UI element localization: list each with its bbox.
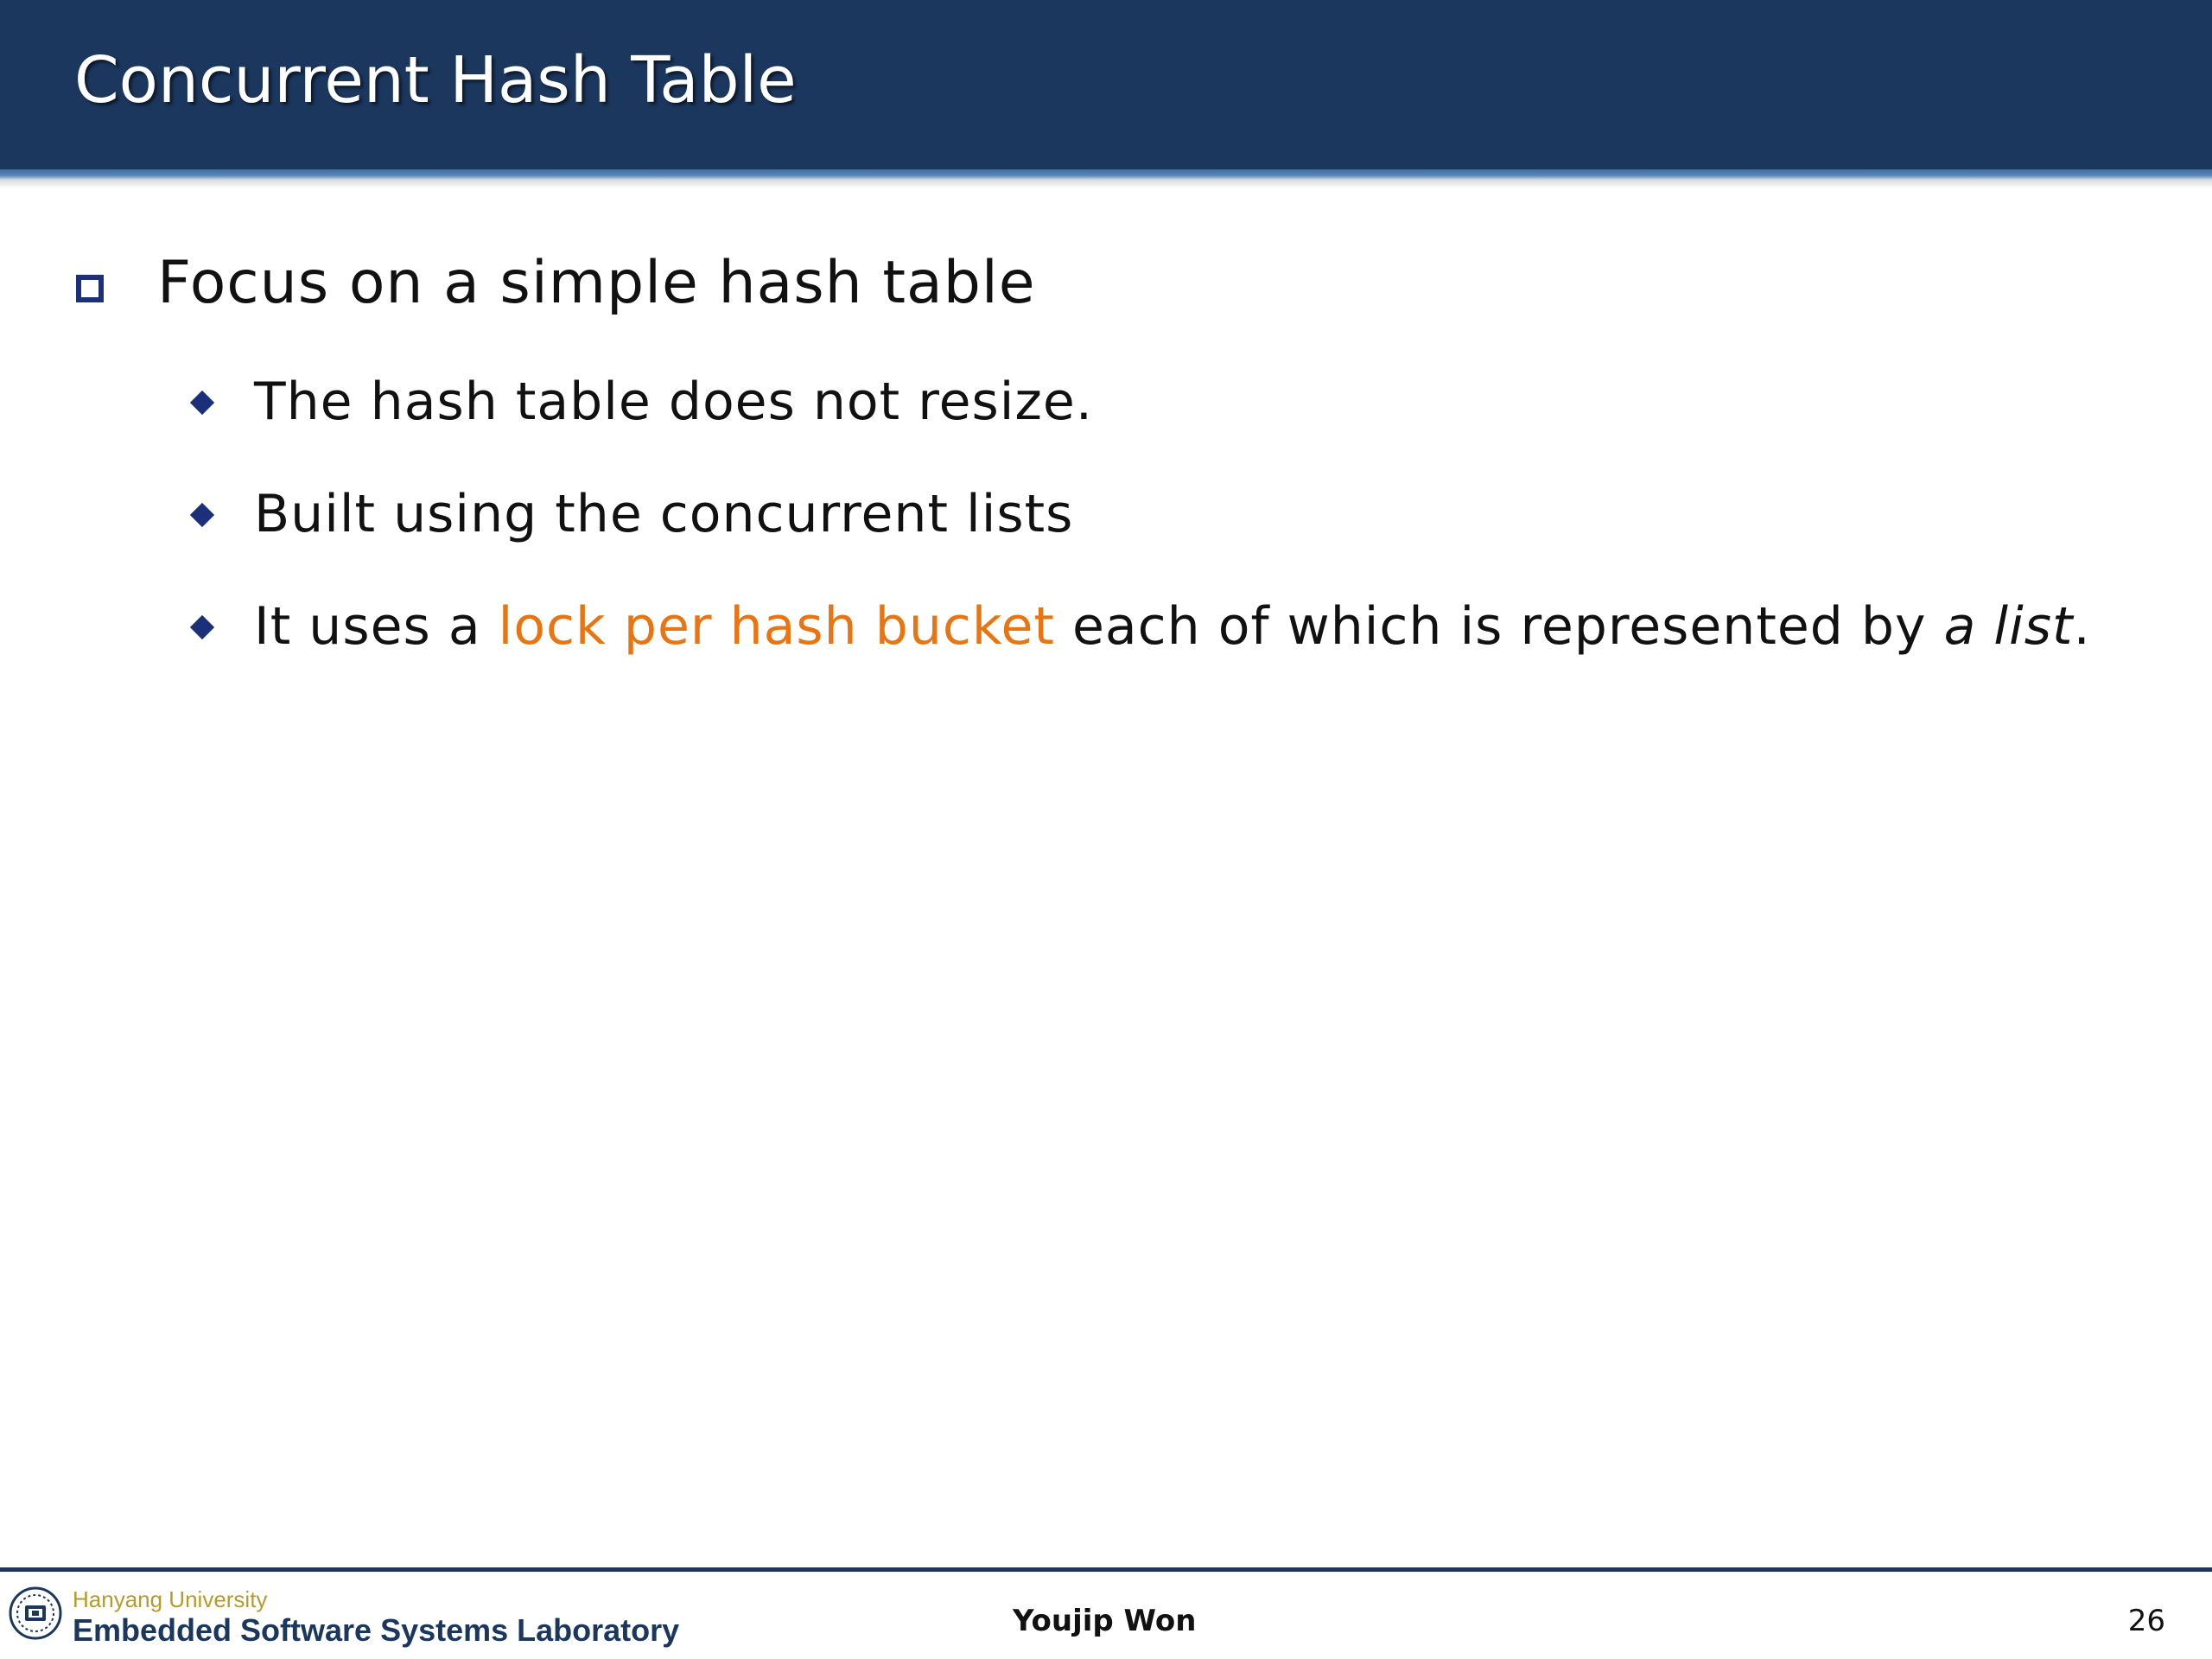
main-bullet-text: Focus on a simple hash table — [157, 249, 1036, 317]
sub-bullet-suffix: . — [2073, 596, 2091, 657]
sub-bullet-middle: each of which is represented by — [1054, 596, 1944, 657]
page-number: 26 — [2127, 1604, 2165, 1638]
university-name: Hanyang University — [73, 1586, 268, 1612]
title-shadow — [0, 180, 2212, 188]
diamond-bullet-icon — [190, 391, 214, 415]
university-seal-icon — [9, 1586, 62, 1640]
sub-bullet-text — [254, 596, 2091, 657]
footer-divider — [0, 1567, 2212, 1572]
square-bullet-icon — [76, 275, 104, 302]
author-name: Youjip Won — [1013, 1604, 1197, 1638]
title-accent-stripe — [0, 169, 2212, 180]
diamond-bullet-icon — [190, 503, 214, 527]
slide-title: Concurrent Hash Table — [74, 43, 797, 118]
italic-phrase: a list — [1943, 596, 2074, 657]
title-bar — [0, 0, 2212, 169]
diamond-bullet-icon — [190, 615, 214, 639]
lab-name: Embedded Software Systems Laboratory — [73, 1612, 680, 1648]
sub-bullet-prefix: It uses a — [254, 596, 499, 657]
sub-bullet-text: The hash table does not resize. — [254, 372, 1093, 432]
sub-bullet-text: Built using the concurrent lists — [254, 484, 1074, 544]
highlighted-phrase: lock per hash bucket — [498, 596, 1055, 657]
